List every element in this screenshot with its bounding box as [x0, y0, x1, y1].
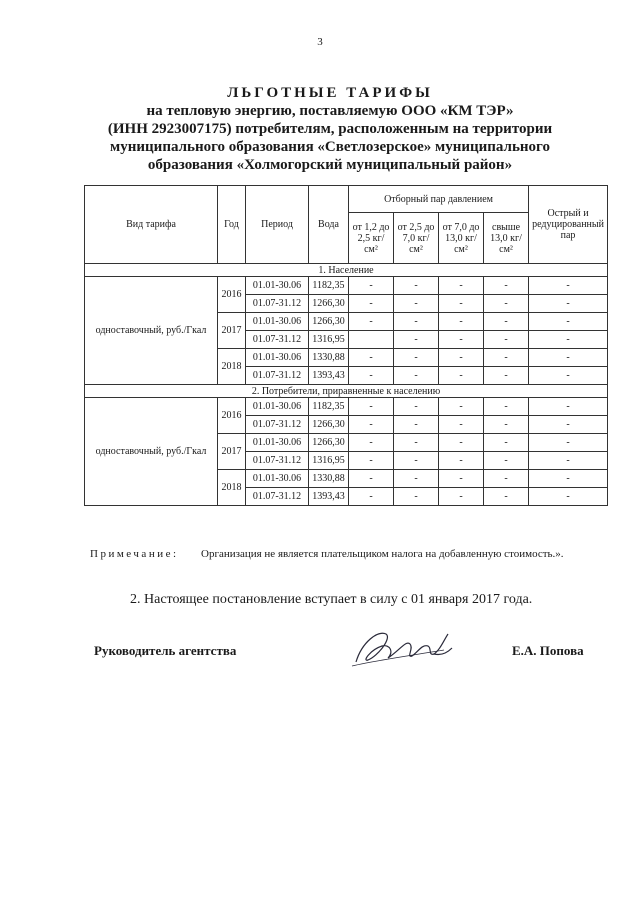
steam-value-cell: - — [349, 349, 394, 367]
steam-value-cell: - — [484, 488, 529, 506]
water-value-cell: 1393,43 — [309, 488, 349, 506]
steam-value-cell: - — [439, 434, 484, 452]
steam-value-cell: - — [394, 434, 439, 452]
steam-value-cell: - — [394, 367, 439, 385]
note-text: Организация не является плательщиком налога на добавленную стоимость.». — [201, 548, 564, 560]
steam-value-cell: - — [349, 416, 394, 434]
year-cell: 2016 — [218, 398, 246, 434]
tariff-table — [84, 185, 608, 506]
tariff-table-body — [85, 264, 608, 506]
year-cell: 2018 — [218, 470, 246, 506]
steam-value-cell: - — [529, 470, 608, 488]
steam-value-cell: - — [394, 331, 439, 349]
table-row — [85, 398, 608, 416]
section-title: 2. Потребители, приравненные к населению — [85, 385, 608, 398]
year-cell: 2017 — [218, 313, 246, 349]
steam-value-cell: - — [349, 313, 394, 331]
steam-value-cell: - — [439, 331, 484, 349]
header-water: Вода — [309, 186, 349, 264]
steam-value-cell: - — [349, 295, 394, 313]
steam-value-cell: - — [529, 367, 608, 385]
steam-value-cell: - — [529, 331, 608, 349]
steam-value-cell: - — [439, 277, 484, 295]
steam-value-cell: - — [349, 277, 394, 295]
steam-value-cell: - — [439, 349, 484, 367]
water-value-cell: 1182,35 — [309, 398, 349, 416]
steam-value-cell: - — [349, 452, 394, 470]
steam-value-cell: - — [484, 367, 529, 385]
steam-value-cell: - — [484, 313, 529, 331]
period-cell: 01.01-30.06 — [246, 398, 309, 416]
year-cell: 2016 — [218, 277, 246, 313]
steam-value-cell: - — [394, 452, 439, 470]
table-row — [85, 277, 608, 295]
steam-value-cell: - — [529, 313, 608, 331]
steam-value-cell: - — [394, 398, 439, 416]
steam-value-cell: - — [394, 349, 439, 367]
title-line-1: ЛЬГОТНЫЕ ТАРИФЫ — [227, 85, 433, 101]
steam-value-cell: - — [439, 367, 484, 385]
steam-value-cell: - — [439, 295, 484, 313]
water-value-cell: 1266,30 — [309, 434, 349, 452]
signatory-position: Руководитель агентства — [94, 643, 237, 658]
header-steam-group: Отборный пар давлением — [349, 186, 529, 213]
steam-value-cell — [349, 331, 394, 349]
steam-value-cell: - — [529, 398, 608, 416]
steam-value-cell: - — [529, 277, 608, 295]
period-cell: 01.07-31.12 — [246, 331, 309, 349]
steam-value-cell: - — [484, 416, 529, 434]
period-cell: 01.07-31.12 — [246, 452, 309, 470]
header-steam-2: от 2,5 до 7,0 кг/см² — [394, 213, 439, 264]
tariff-type-cell: одноставочный, руб./Гкал — [85, 277, 218, 385]
section-header-row — [85, 385, 608, 398]
steam-value-cell: - — [394, 277, 439, 295]
steam-value-cell: - — [439, 313, 484, 331]
water-value-cell: 1182,35 — [309, 277, 349, 295]
header-steam-1: от 1,2 до 2,5 кг/см² — [349, 213, 394, 264]
period-cell: 01.01-30.06 — [246, 470, 309, 488]
steam-value-cell: - — [349, 434, 394, 452]
period-cell: 01.01-30.06 — [246, 277, 309, 295]
steam-value-cell: - — [484, 331, 529, 349]
steam-value-cell: - — [349, 488, 394, 506]
water-value-cell: 1330,88 — [309, 470, 349, 488]
page-number: 3 — [317, 36, 323, 48]
steam-value-cell: - — [529, 349, 608, 367]
steam-value-cell: - — [484, 434, 529, 452]
steam-value-cell: - — [484, 398, 529, 416]
steam-value-cell: - — [394, 295, 439, 313]
title-line-3: (ИНН 2923007175) потребителям, расположенным на территории — [107, 121, 553, 137]
steam-value-cell: - — [529, 434, 608, 452]
steam-value-cell: - — [349, 398, 394, 416]
decree-text: 2. Настоящее постановление вступает в силу с 01 января 2017 года. — [130, 592, 533, 607]
header-steam-3: от 7,0 до 13,0 кг/см² — [439, 213, 484, 264]
period-cell: 01.07-31.12 — [246, 367, 309, 385]
handwritten-signature — [348, 622, 458, 672]
period-cell: 01.01-30.06 — [246, 434, 309, 452]
steam-value-cell: - — [484, 295, 529, 313]
water-value-cell: 1316,95 — [309, 331, 349, 349]
steam-value-cell: - — [484, 452, 529, 470]
header-steam-4: свыше 13,0 кг/см² — [484, 213, 529, 264]
steam-value-cell: - — [394, 488, 439, 506]
note — [90, 547, 605, 561]
steam-value-cell: - — [439, 488, 484, 506]
period-cell: 01.07-31.12 — [246, 488, 309, 506]
header-tariff-type: Вид тарифа — [85, 186, 218, 264]
steam-value-cell: - — [439, 416, 484, 434]
period-cell: 01.07-31.12 — [246, 416, 309, 434]
period-cell: 01.01-30.06 — [246, 313, 309, 331]
water-value-cell: 1330,88 — [309, 349, 349, 367]
steam-value-cell: - — [439, 470, 484, 488]
year-cell: 2017 — [218, 434, 246, 470]
signatory-name: Е.А. Попова — [512, 643, 584, 658]
header-period: Период — [246, 186, 309, 264]
steam-value-cell: - — [529, 295, 608, 313]
steam-value-cell: - — [394, 416, 439, 434]
water-value-cell: 1316,95 — [309, 452, 349, 470]
document-title — [60, 84, 600, 174]
steam-value-cell: - — [439, 452, 484, 470]
steam-value-cell: - — [529, 488, 608, 506]
steam-value-cell: - — [484, 349, 529, 367]
title-line-4: муниципального образования «Светлозерское» муниципального — [110, 139, 550, 155]
section-title: 1. Население — [85, 264, 608, 277]
section-header-row — [85, 264, 608, 277]
water-value-cell: 1266,30 — [309, 295, 349, 313]
header-sharp-steam: Острый и редуцированный пар — [529, 186, 608, 264]
steam-value-cell: - — [484, 470, 529, 488]
period-cell: 01.07-31.12 — [246, 295, 309, 313]
year-cell: 2018 — [218, 349, 246, 385]
tariff-type-cell: одноставочный, руб./Гкал — [85, 398, 218, 506]
steam-value-cell: - — [439, 398, 484, 416]
steam-value-cell: - — [529, 416, 608, 434]
water-value-cell: 1266,30 — [309, 313, 349, 331]
steam-value-cell: - — [349, 367, 394, 385]
steam-value-cell: - — [484, 277, 529, 295]
title-line-5: образования «Холмогорский муниципальный район» — [147, 157, 513, 173]
note-label: Примечание: — [90, 548, 179, 560]
steam-value-cell: - — [394, 470, 439, 488]
title-line-2: на тепловую энергию, поставляемую ООО «КМ ТЭР» — [146, 103, 514, 119]
period-cell: 01.01-30.06 — [246, 349, 309, 367]
steam-value-cell: - — [529, 452, 608, 470]
header-year: Год — [218, 186, 246, 264]
water-value-cell: 1393,43 — [309, 367, 349, 385]
steam-value-cell: - — [394, 313, 439, 331]
steam-value-cell: - — [349, 470, 394, 488]
water-value-cell: 1266,30 — [309, 416, 349, 434]
